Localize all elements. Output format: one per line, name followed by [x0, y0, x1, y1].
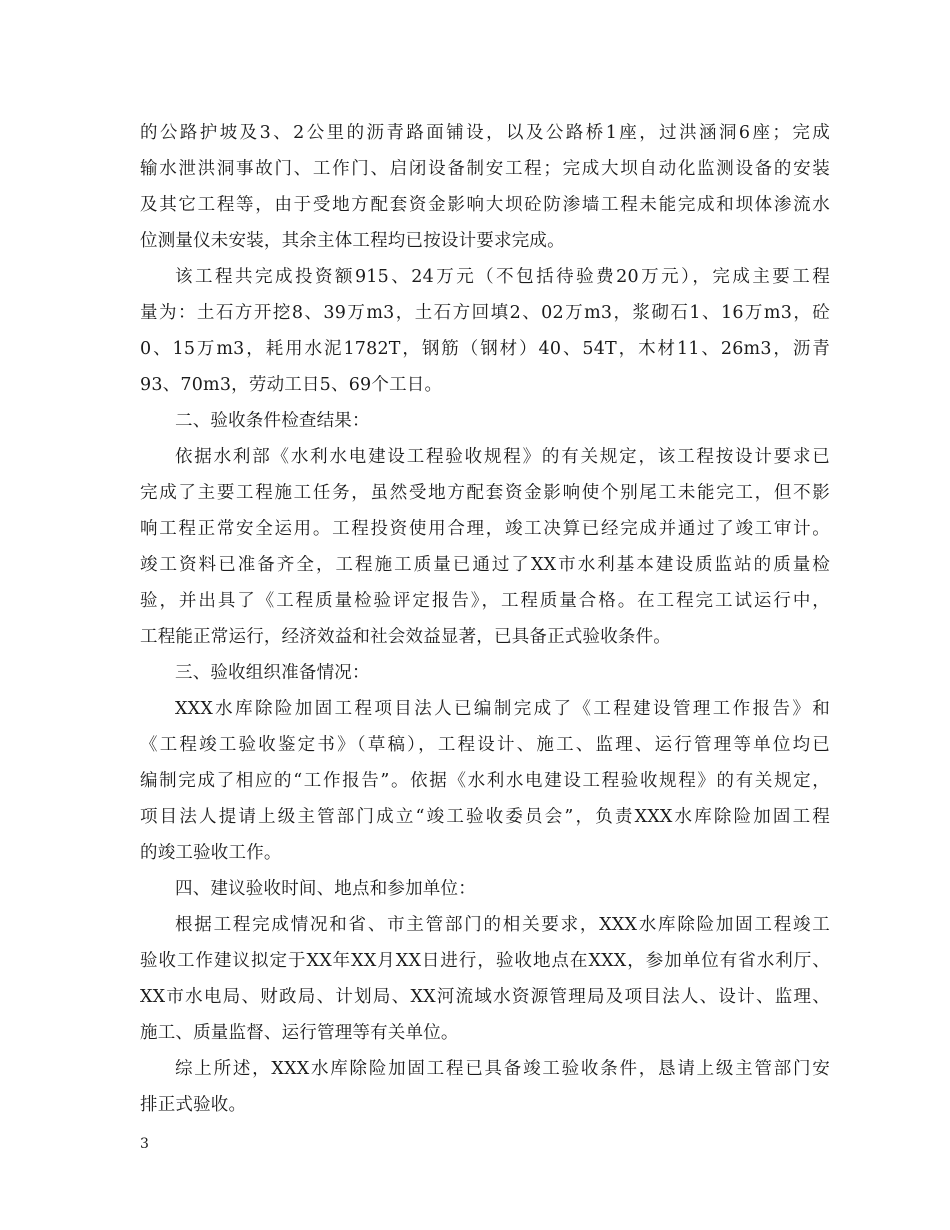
text-line: 施工、质量监督、运行管理等有关单位。 — [140, 1023, 459, 1043]
text-line: 响工程正常安全运用。工程投资使用合理，竣工决算已经完成并通过了竣工审计。 — [140, 519, 830, 539]
text-line: 验收工作建议拟定于XX年XX月XX日进行，验收地点在XXX，参加单位有省水利厅、 — [140, 951, 830, 971]
text-line: XXX水库除险加固工程项目法人已编制完成了《工程建设管理工作报告》和 — [175, 699, 830, 719]
text-line: 编制完成了相应的“工作报告”。依据《水利水电建设工程验收规程》的有关规定， — [140, 771, 830, 791]
text-line: 该工程共完成投资额915、24万元（不包括待验费20万元），完成主要工程 — [175, 267, 830, 287]
text-line: 排正式验收。 — [140, 1095, 247, 1115]
text-line: 竣工资料已准备齐全，工程施工质量已通过了XX市水利基本建设质监站的质量检 — [140, 555, 830, 575]
text-line: 综上所述，XXX水库除险加固工程已具备竣工验收条件，恳请上级主管部门安 — [175, 1059, 830, 1079]
text-line: 依据水利部《水利水电建设工程验收规程》的有关规定，该工程按设计要求已 — [175, 447, 830, 467]
page-number: 3 — [140, 1136, 149, 1152]
text-line: 0、15万m3，耗用水泥1782T，钢筋（钢材）40、54T，木材11、26m3，沥青 — [140, 339, 830, 359]
text-line: XX市水电局、财政局、计划局、XX河流域水资源管理局及项目法人、设计、监理、 — [140, 987, 830, 1007]
text-line: 的公路护坡及3、2公里的沥青路面铺设，以及公路桥1座，过洪涵洞6座；完成 — [140, 123, 830, 143]
text-line: 根据工程完成情况和省、市主管部门的相关要求，XXX水库除险加固工程竣工 — [175, 915, 830, 935]
text-line: 四、建议验收时间、地点和参加单位： — [175, 879, 476, 899]
text-line: 三、验收组织准备情况： — [175, 663, 370, 683]
document-body — [140, 115, 830, 1123]
text-line: 工程能正常运行，经济效益和社会效益显著，已具备正式验收条件。 — [140, 627, 671, 647]
text-line: 验，并出具了《工程质量检验评定报告》，工程质量合格。在工程完工试运行中， — [140, 591, 830, 611]
text-line: 完成了主要工程施工任务，虽然受地方配套资金影响使个别尾工未能完工，但不影 — [140, 483, 830, 503]
text-line: 的竣工验收工作。 — [140, 843, 282, 863]
text-line: 位测量仪未安装，其余主体工程均已按设计要求完成。 — [140, 231, 565, 251]
text-line: 93、70m3，劳动工日5、69个工日。 — [140, 375, 443, 395]
text-line: 量为：土石方开挖8、39万m3，土石方回填2、02万m3，浆砌石1、16万m3，砼 — [140, 303, 830, 323]
text-line: 《工程竣工验收鉴定书》（草稿），工程设计、施工、监理、运行管理等单位均已 — [140, 735, 830, 755]
text-line: 及其它工程等，由于受地方配套资金影响大坝砼防渗墙工程未能完成和坝体渗流水 — [140, 195, 830, 215]
text-line: 项目法人提请上级主管部门成立“竣工验收委员会”，负责XXX水库除险加固工程 — [140, 807, 830, 827]
text-line: 输水泄洪洞事故门、工作门、启闭设备制安工程；完成大坝自动化监测设备的安装 — [140, 159, 830, 179]
text-line: 二、验收条件检查结果： — [175, 411, 370, 431]
